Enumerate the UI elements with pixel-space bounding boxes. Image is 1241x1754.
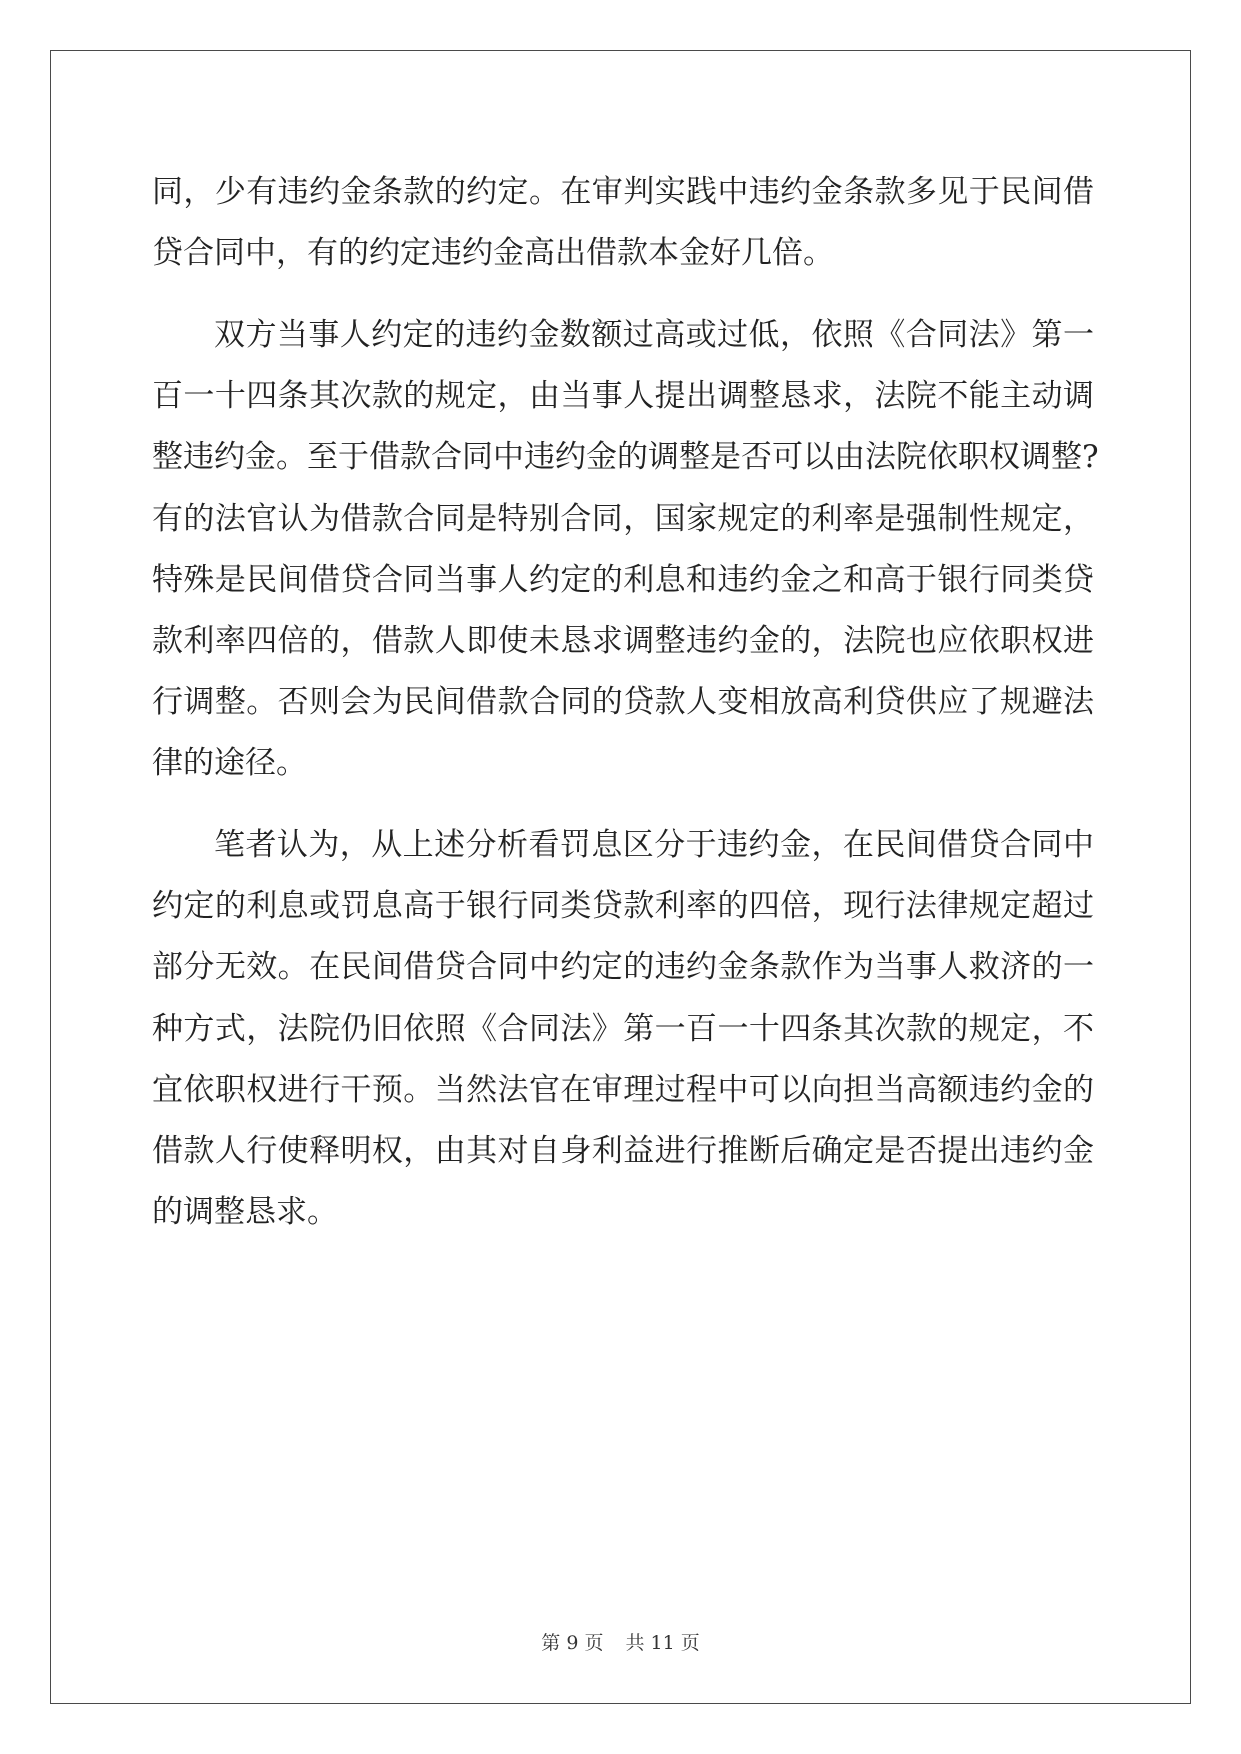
text-line: 特殊是民间借贷合同当事人约定的利息和违约金之和高于银行同类贷 (152, 561, 1094, 598)
text-line: 约定的利息或罚息高于银行同类贷款利率的四倍，现行法律规定超过 (152, 888, 1094, 925)
text-line: 贷合同中，有的约定违约金高出借款本金好几倍。 (152, 235, 834, 272)
text-line: 的调整恳求。 (152, 1194, 338, 1231)
paragraph (152, 815, 1094, 1243)
document-body (152, 162, 1099, 1243)
text-line: 双方当事人约定的违约金数额过高或过低，依照《合同法》第一 (214, 316, 1094, 353)
text-line: 整违约金。至于借款合同中违约金的调整是否可以由法院依职权调整? (152, 439, 1099, 476)
paragraph (152, 305, 1099, 795)
page-footer (0, 1628, 1241, 1655)
text-line: 有的法官认为借款合同是特别合同，国家规定的利率是强制性规定， (152, 500, 1094, 537)
text-line: 部分无效。在民间借贷合同中约定的违约金条款作为当事人救济的一 (152, 949, 1094, 986)
paragraph (152, 162, 1094, 284)
text-line: 借款人行使释明权，由其对自身利益进行推断后确定是否提出违约金 (152, 1133, 1094, 1169)
page-number: 第 9 页 (541, 1632, 604, 1654)
text-line: 笔者认为，从上述分析看罚息区分于违约金，在民间借贷合同中 (214, 827, 1094, 864)
text-line: 行调整。否则会为民间借款合同的贷款人变相放高利贷供应了规避法 (152, 684, 1094, 721)
page-total: 共 11 页 (625, 1632, 700, 1654)
text-line: 宜依职权进行干预。当然法官在审理过程中可以向担当高额违约金的 (152, 1071, 1094, 1108)
text-line: 百一十四条其次款的规定，由当事人提出调整恳求，法院不能主动调 (152, 378, 1094, 415)
text-line: 种方式，法院仍旧依照《合同法》第一百一十四条其次款的规定，不 (152, 1010, 1094, 1047)
text-line: 律的途径。 (152, 745, 307, 782)
text-line: 款利率四倍的，借款人即使未恳求调整违约金的，法院也应依职权进 (152, 622, 1094, 659)
text-line: 同，少有违约金条款的约定。在审判实践中违约金条款多见于民间借 (152, 174, 1094, 210)
